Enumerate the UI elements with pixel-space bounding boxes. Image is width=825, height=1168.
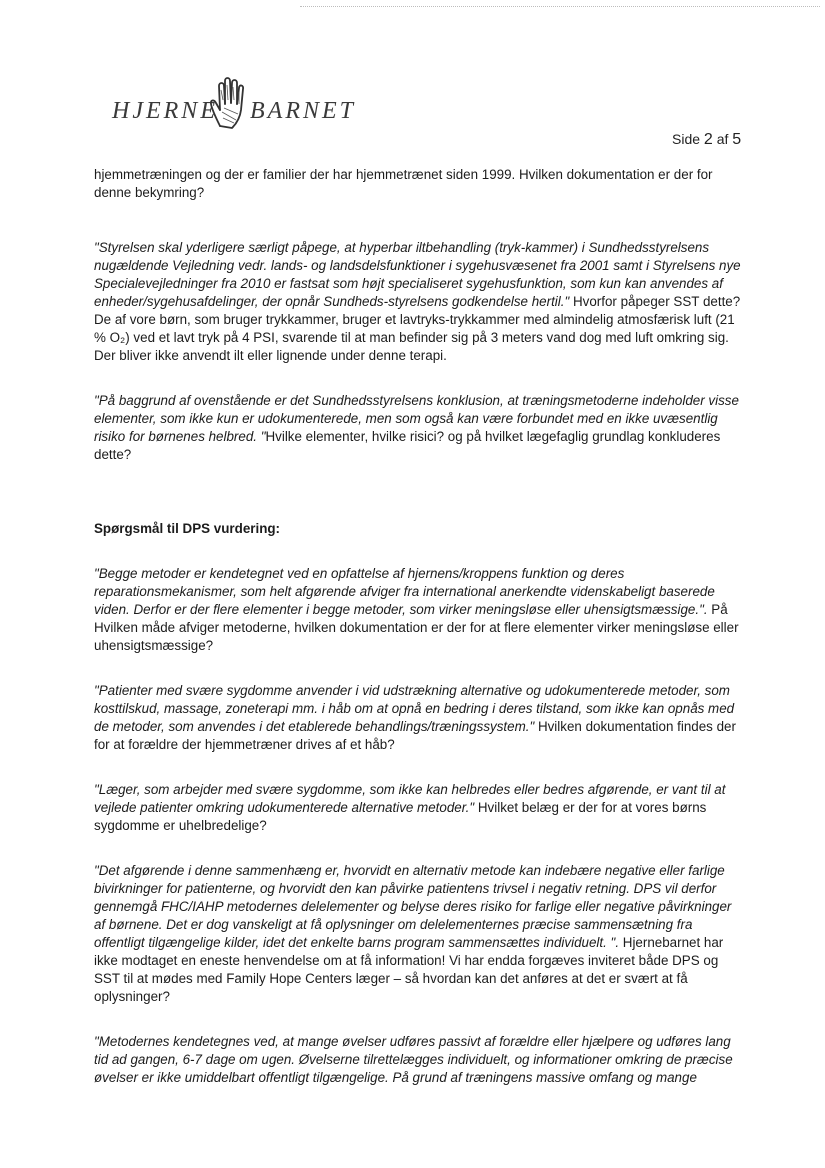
paragraph-dps-2 [94, 682, 744, 754]
top-dotted-rule [300, 6, 820, 7]
quote-text: "På baggrund af ovenstående er det Sundhedsstyrelsens konklusion, at træningsmetoderne indeholder visse elementer, som ikke kun er udokumenterede, men som også kan være forbundet med en ikke uvæsentlig risiko for børnenes helbred. " [94, 393, 739, 444]
page-number: Side 2 af 5 [672, 131, 742, 148]
quote-text: "Begge metoder er kendetegnet ved en opfattelse af hjernens/kroppens funktion og deres reparationsmekanismer, som helt afgørende afviger fra international anerkendte videnskabeligt baserede viden. Derfor er der flere elementer i begge metoder, som virker meningsløse eller uhensigtsmæssige.". [94, 566, 715, 617]
paragraph-dps-1 [94, 565, 744, 655]
section-heading: Spørgsmål til DPS vurdering: [94, 521, 281, 536]
letter-body [94, 166, 744, 1087]
quote-text: "Patienter med svære sygdomme anvender i vid udstrækning alternative og udokumenterede metoder, som kosttilskud, massage, zoneterapi mm. i håb om at opnå en bedring i deres tilstand, som ikke kan opnås med de metoder, som anvendes i det etablerede behandlings/træningssystem." [94, 683, 735, 734]
response-text: Hvilke elementer, hvilke risici? og på hvilket lægefaglig grundlag konkluderes dette? [94, 429, 721, 462]
response-text: Hvilket belæg er der for at vores børns sygdomme er uhelbredelige? [94, 800, 707, 833]
logo-text-right: BARNET [250, 98, 356, 124]
response-text: Hvorfor påpeger SST dette? De af vore børn, som bruger trykkammer, bruger et lavtryks-trykkammer med almindelig atmosfærisk luft (21 % O₂) ved et lavt tryk på 4 PSI, svarende til at man befinder sig på 3 meters vand dog med luft omkring sig. Der bliver ikke anvendt ilt eller lignende under denne terapi. [94, 294, 741, 363]
paragraph-continuation: hjemmetræningen og der er familier der har hjemmetrænet siden 1999. Hvilken dokumentation er der for denne bekymring? [94, 167, 713, 200]
quote-text: "Læger, som arbejder med svære sygdomme, som ikke kan helbredes eller bedres afgørende, er vant til at vejlede patienter omkring udokumenterede alternative metoder." [94, 782, 726, 815]
hand-icon [206, 76, 250, 132]
paragraph-dps-3 [94, 781, 744, 835]
paragraph-dps-5 [94, 1033, 744, 1087]
quote-text: "Styrelsen skal yderligere særligt påpege, at hyperbar iltbehandling (tryk-kammer) i Sundhedsstyrelsens nugældende Vejledning vedr. lands- og landsdelsfunktioner i sygehusvæsenet fra 2001 samt i Styrelsens nye Specialevejledninger fra 2010 er fastsat som højt specialiseret sygehusfunktion, som kun kan anvendes af enheder/sygehusafdelinger, der opnår Sundheds-styrelsens godkendelse hertil." [94, 240, 741, 309]
hjernebarnet-logo [112, 76, 356, 136]
logo-text-left: HJERNE [112, 98, 218, 124]
paragraph-dps-4 [94, 862, 744, 1006]
response-text: På Hvilken måde afviger metoderne, hvilken dokumentation er der for at flere elementer virker meningsløse eller uhensigtsmæssige? [94, 602, 739, 653]
paragraph-conclusion [94, 392, 744, 464]
response-text: Hvilken dokumentation findes der for at forældre der hjemmetræner drives af et håb? [94, 719, 736, 752]
quote-text: "Metodernes kendetegnes ved, at mange øvelser udføres passivt af forældre eller hjælpere og udføres lang tid ad gangen, 6-7 dage om ugen. Øvelserne tilrettelægges individuelt, og informationer omkring de præcise øvelser er ikke umiddelbart offentligt tilgængelige. På grund af træningens massive omfang og mange [94, 1034, 733, 1085]
quote-text: "Det afgørende i denne sammenhæng er, hvorvidt en alternativ metode kan indebære negative eller farlige bivirkninger for patienterne, og hvorvidt den kan påvirke patientens trivsel i negativ retning. DPS vil derfor gennemgå FHC/IAHP metodernes delelementer og belyse deres risiko for farlige eller negative påvirkninger af børnene. Det er dog vanskeligt at få oplysninger om delelementernes præcise sammensætning fra offentligt tilgængelige kilder, idet det enkelte barns program sammensættes individuelt. ". [94, 863, 732, 950]
response-text: Hjernebarnet har ikke modtaget en eneste henvendelse om at få information! Vi har endda forgæves inviteret både DPS og SST til at mødes med Family Hope Centers læger – så hvordan kan det anføres at det er svært at få oplysninger? [94, 935, 724, 1004]
paragraph-hyperbar [94, 239, 744, 365]
